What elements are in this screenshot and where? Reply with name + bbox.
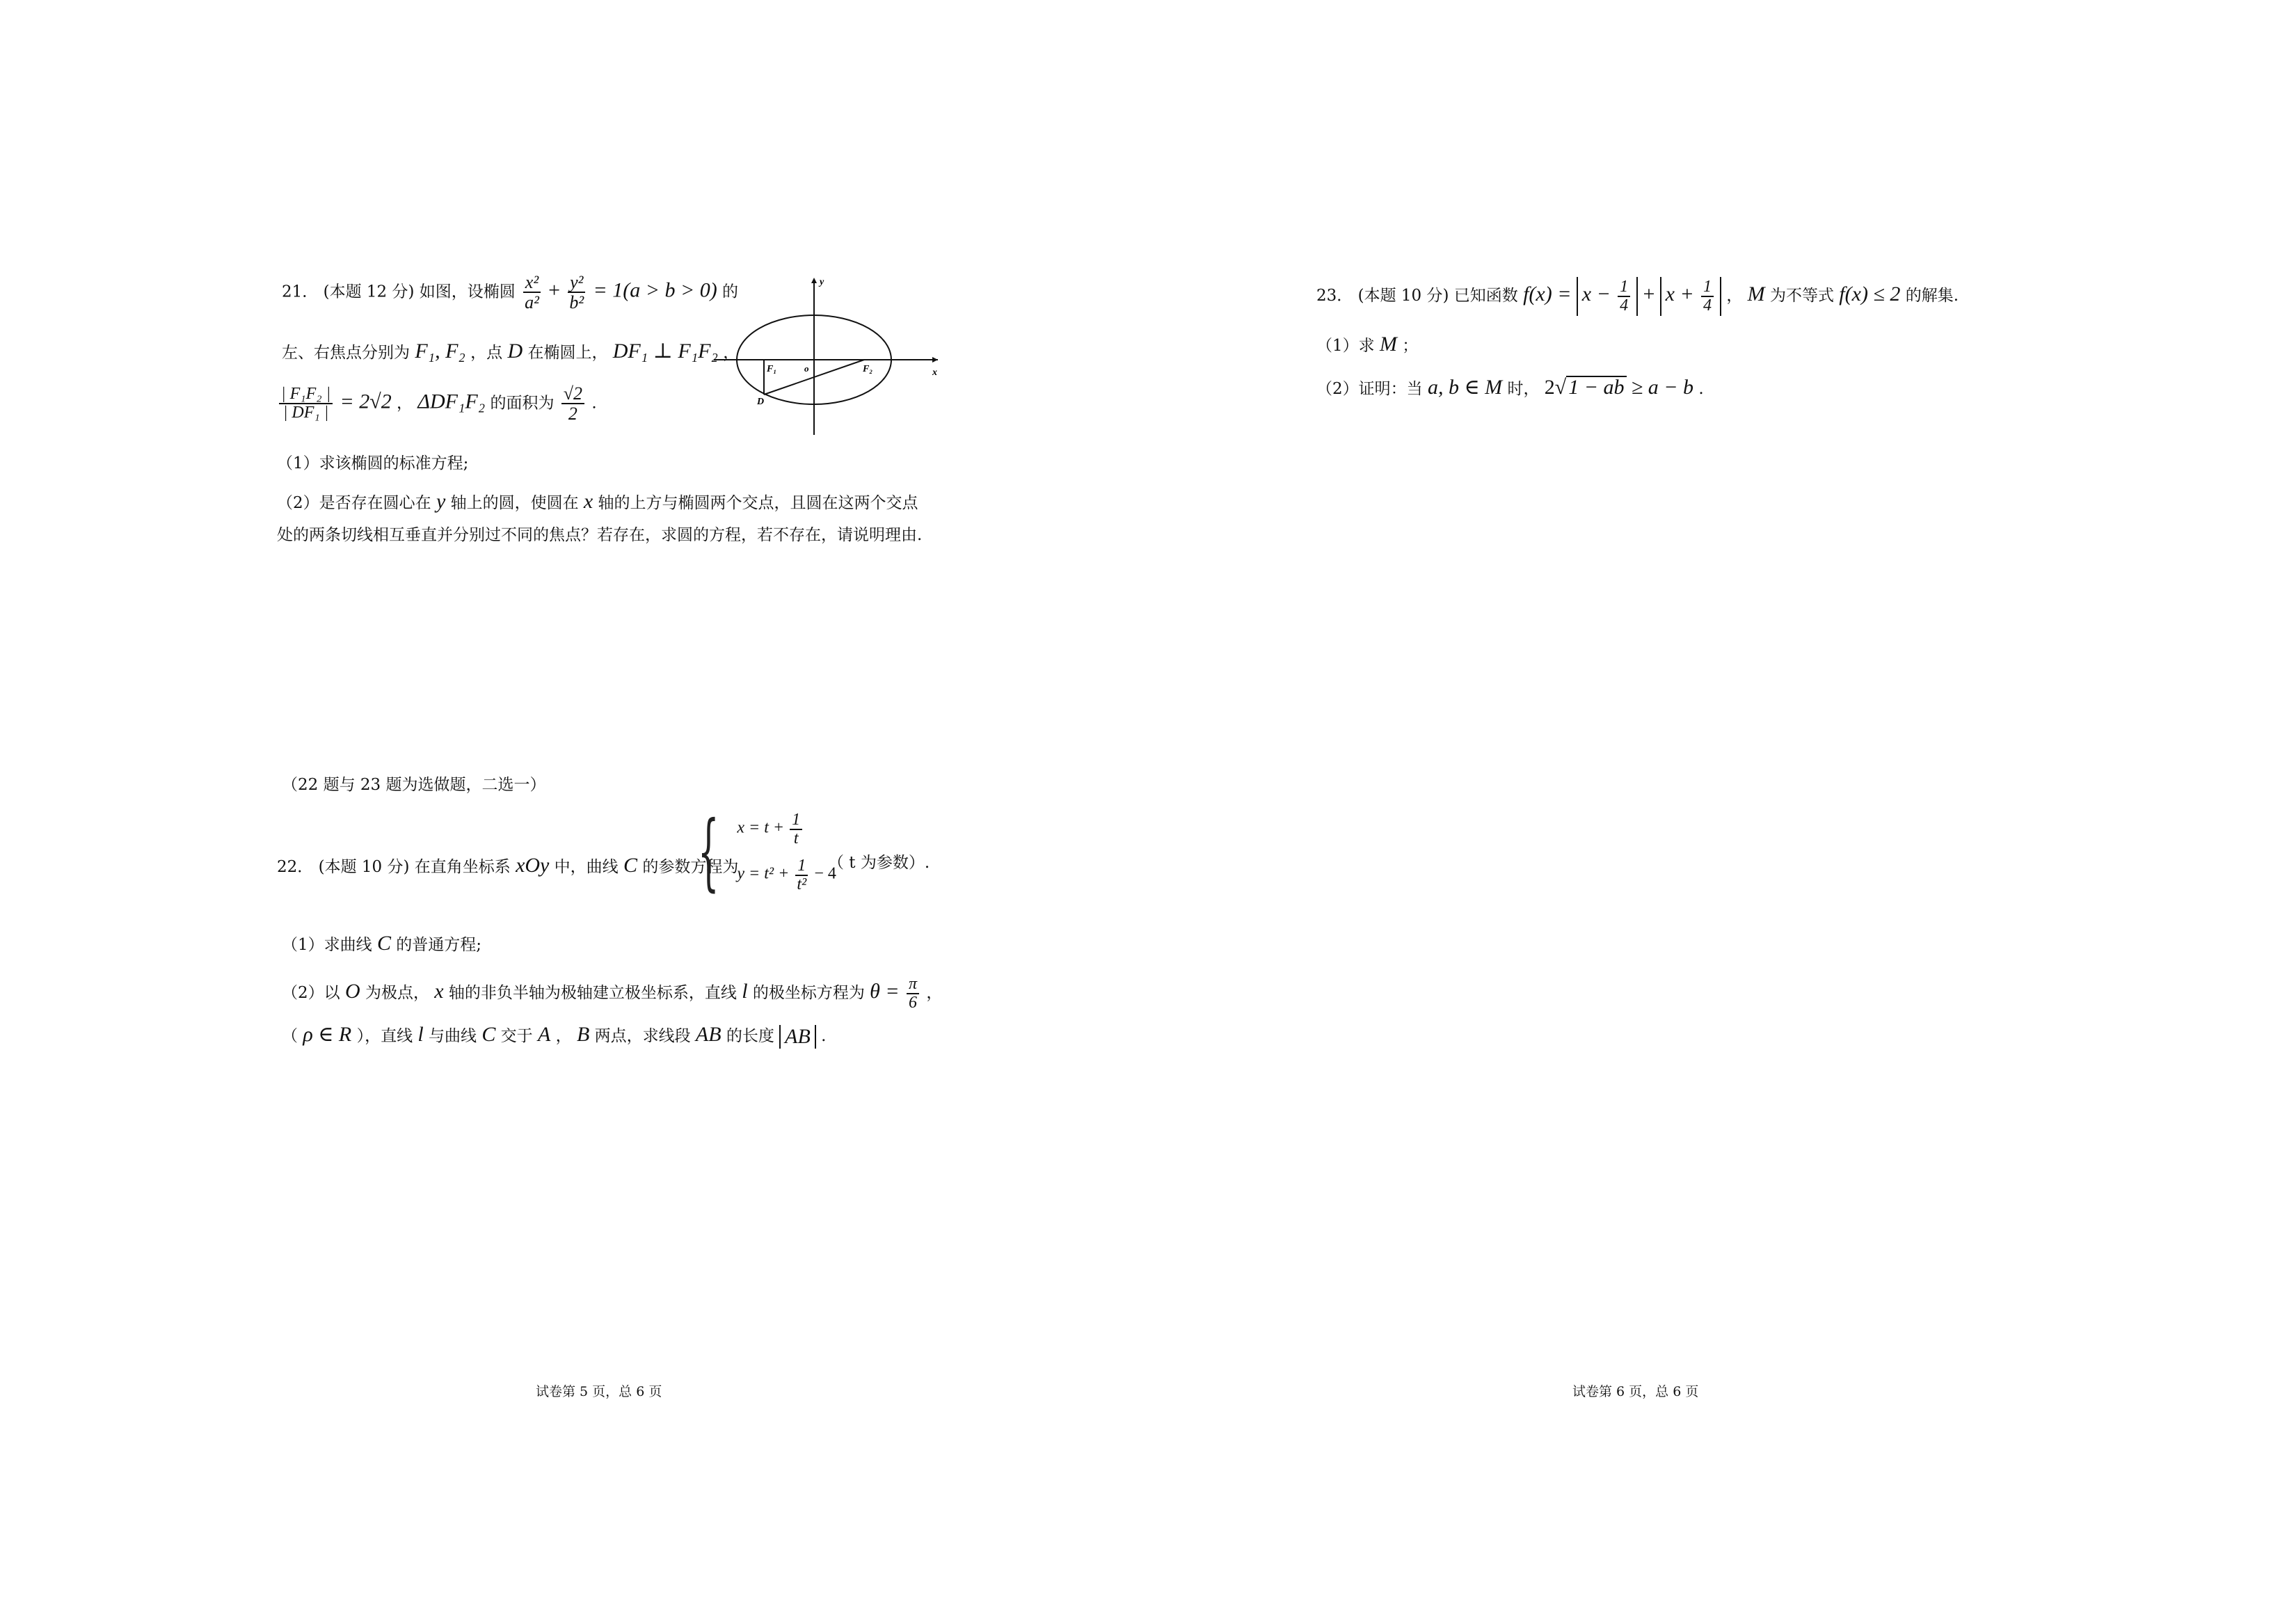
q22-y-eq: y = t² + [737,864,790,883]
q22-p3-absAB: AB [779,1025,816,1049]
label-O: o [804,363,809,374]
q23-abs1 [1577,277,1638,316]
q21-part2-x: x [583,490,593,513]
q22-p3-c: 与曲线 [429,1027,477,1045]
q22-part1-b: 的普通方程; [396,936,482,954]
q22-p3-f: 两点，求线段 [594,1027,691,1045]
q22-p3-g: 的长度 [726,1027,774,1045]
q23-part2 [1316,376,1704,398]
q21-area: $\frac{√2}{2}$ [561,384,584,424]
y-axis-label: y [820,277,824,287]
q22-p3-e: ， [555,1027,572,1045]
label-D: D [757,397,765,407]
q22-p3-AB: AB [695,1023,722,1046]
q23-part2-a: （2）证明：当 [1316,380,1423,398]
sqrt-icon: √ [1554,376,1567,399]
q21-part2-a: （2）是否存在圆心在 [277,494,431,512]
q22-curve-C: C [623,854,637,877]
q22-part1-a: （1）求曲线 [282,936,372,954]
q23-inequality: f(x) ≤ 2 [1839,283,1901,306]
q21-foci-text: 左、右焦点分别为 [282,344,410,362]
q22-part2-d: 的极坐标方程为 [752,984,865,1003]
q21-area-text: 的面积为 [490,394,555,413]
q22-part2-theta: θ = [870,980,900,1003]
y-axis-arrow-icon [811,278,817,283]
q21-eq-suffix: 的 [722,283,739,301]
q22-part2 [282,976,942,1012]
q23-fx: f(x) = [1523,283,1572,306]
q22-p3-l: l [417,1023,424,1046]
q22-y-frac: $\frac{1}{\text{t²}}$ [795,857,808,893]
ellipse-x-term: $\frac{\text{x²}}{\text{a²}}$ [523,273,541,312]
q22-p3-A: A [537,1023,551,1046]
q21-on-ellipse-text: 在椭圆上， [527,344,608,362]
q23-part2-c: . [1698,380,1704,398]
q22-p3-B: B [576,1023,590,1046]
q21-part2-b: 轴上的圆，使圆在 [450,494,579,512]
q22-part2-O: O [344,980,360,1003]
q23-abs1-frac: $\frac{1}{4}$ [1618,278,1630,315]
q21-comma2: ， [397,394,413,413]
q23-part2-lead: 2 [1544,376,1555,399]
q23-M: M [1747,283,1765,306]
q23-part1-a: （1）求 [1316,337,1375,355]
q22-p3-C: C [481,1023,496,1046]
q22-part2-x: x [434,980,444,1003]
q23-line1 [1316,277,1959,316]
ellipse-y-term: $\frac{\text{y²}}{\text{b²}}$ [567,273,586,312]
q21-comma: ， [723,344,740,362]
q22-suffix: 的参数方程为 [642,858,739,876]
q23-abs2-a: x + [1665,283,1694,306]
q22-p3-d: 交于 [500,1027,533,1045]
q21-foci: F₁, F₂ [415,340,465,363]
q22-parametric-system [698,804,836,900]
q21-triangle: ΔDF₁F₂ [417,390,486,413]
q22-part2-e: ， [926,984,943,1003]
q21-period: . [591,394,597,413]
q22-mid: 中，曲线 [554,858,619,876]
q22-p3-h: . [821,1027,827,1045]
x-axis-arrow-icon [932,357,938,363]
q21-intro: 如图，设椭圆 [419,283,516,301]
q22-points: (本题 10 分) [318,858,410,876]
q23-intro: 已知函数 [1453,287,1518,305]
q21-line2 [282,341,739,362]
q22-part1 [282,933,481,954]
q23-number: 23． [1316,287,1353,305]
q22-part2-a: （2）以 [282,984,340,1003]
label-F1: F₁ [767,364,777,374]
q23-part1-b: ； [1402,337,1419,355]
q21-line3 [277,384,597,424]
label-F2: F₂ [863,364,873,374]
q21-part2-line1 [277,491,918,512]
q21-part1: （1）求该椭圆的标准方程; [277,454,469,472]
q22-p3-b: ），直线 [356,1027,413,1045]
q22-p3-rho: ρ ∈ R [303,1023,352,1046]
left-brace-icon: { [698,804,719,900]
q21-number: 21． [282,283,319,301]
q21-part2-c: 轴的上方与椭圆两个交点，且圆在这两个交点 [598,494,918,512]
q23-abs2-frac: $\frac{1}{4}$ [1701,278,1714,315]
q22-line1 [277,855,738,876]
q23-points: (本题 10 分) [1357,287,1449,305]
q22-sys-line2 [737,857,836,893]
q21-ratio: $\frac{\text{| F₁F₂ |}}{\text{| DF₁ |}}$ [279,385,333,422]
q22-part2-cont [282,1024,826,1049]
q22-part2-b: 为极点， [365,984,429,1003]
q22-x-eq: x = t + [737,818,785,837]
q21-point-D: D [507,340,523,363]
q23-comma: ， [1726,287,1743,305]
q23-abs2 [1660,277,1721,316]
q22-part2-frac: $\frac{\pi}{6}$ [907,976,919,1012]
q21-part2-line2: 处的两条切线相互垂直并分别过不同的焦点？若存在，求圆的方程，若不存在，请说明理由. [277,526,923,544]
q23-suffix: 的解集. [1905,287,1959,305]
q22-part2-l: l [742,980,748,1003]
q22-xOy: xOy [516,854,550,877]
q22-intro: 在直角坐标系 [414,858,511,876]
q22-p3-a: （ [282,1027,298,1045]
exam-page-6 [1148,0,2296,1622]
q21-perpendicular: DF₁ ⊥ F₁F₂ [612,340,718,363]
elective-note: （22 题与 23 题为选做题，二选一） [282,776,546,794]
q23-part2-cond: a, b ∈ M [1427,376,1503,399]
q21-point-text: ，点 [470,344,503,362]
page-footer-5: 试卷第 5 页，总 6 页 [536,1384,662,1399]
q22-part2-c: 轴的非负半轴为极轴建立极坐标系，直线 [448,984,737,1003]
q23-part2-b: 时， [1507,380,1540,398]
q22-y-const: − 4 [814,864,836,883]
q23-part2-ineq: ≥ a − b [1631,376,1694,399]
ellipse-rhs: = 1(a > b > 0) [593,278,717,302]
q23-plus: + [1643,283,1655,306]
x-axis-label: x [932,367,937,378]
q21-line1: 21． (本题 12 分) 如图，设椭圆 $\frac{\text{x²}}{\text{a²}}$ + $\frac{\text{y²}}{\text{b²}}$ = 1(a > b > 0) 的 [282,272,739,313]
q23-abs1-a: x − [1581,283,1611,306]
q23-part1-M: M [1379,333,1397,356]
q22-x-frac: $\frac{1}{t}$ [790,811,802,848]
q21-ratio-value: = 2√2 [340,390,392,413]
q21-points: (本题 12 分) [323,283,415,301]
q22-number: 22． [277,858,314,876]
q21-part2-y: y [436,490,446,513]
page-footer-6: 试卷第 6 页，总 6 页 [1572,1384,1699,1399]
ellipse-figure [708,275,945,442]
q22-param-note: （ t 为参数）. [828,854,930,872]
q23-mid: 为不等式 [1769,287,1834,305]
q23-part2-sqrt: 1 − ab [1566,376,1626,398]
q22-part1-C: C [376,932,391,955]
q22-sys-line1 [737,811,836,848]
q23-part1 [1316,334,1418,355]
